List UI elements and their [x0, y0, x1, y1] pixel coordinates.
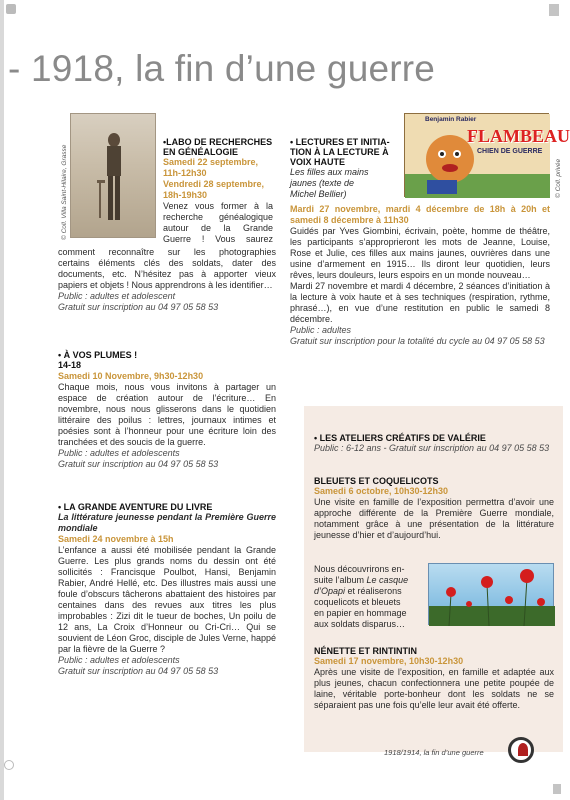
plumes-date: Samedi 10 Novembre, 9h30-12h30	[58, 371, 204, 381]
cover-title: FLAMBEAU	[467, 126, 570, 146]
bleuets-body: en papier en hommage	[314, 608, 407, 618]
aventure-section	[58, 502, 276, 677]
aventure-body: L’enfance a aussi été mobilisée pendant la Grande Guerre. Les plus grands noms du dessin ont été sollicités : Francisque Poulbot, Hansi, Benjamin Rabier, André Hellé, etc. Des illustres mais aussi une foule d’obscurs tâcherons abattaient des histoires par centaines dans des revues aux titres les plus improbables : Zizi dit le tueur de boches, Un poilu de 12 ans, La Croix d’Honneur ou Cri-Cri… Qui se souvient de Léon Groc, disciple de Jules Verne, happé par la fièvre de la Guerre ?	[58, 545, 276, 654]
lectures-section-continued	[290, 204, 550, 347]
bleuets-section-continued	[314, 564, 424, 630]
poppies-photo	[428, 563, 554, 625]
plumes-gratuit: Gratuit sur inscription au 04 97 05 58 53	[58, 459, 219, 469]
aventure-date: Samedi 24 novembre à 15h	[58, 534, 174, 544]
cover-author: Benjamin Rabier	[425, 116, 477, 123]
nenette-section	[314, 646, 554, 711]
labo-date: 18h-19h30	[163, 190, 208, 200]
album-title: Le casque	[366, 575, 409, 585]
aventure-public: Public : adultes et adolescents	[58, 655, 180, 665]
labo-section-continued	[58, 247, 276, 313]
lectures-title: • LECTURES ET INITIA-	[290, 137, 390, 147]
bleuets-body: aux soldats disparus…	[314, 619, 406, 629]
photo-credit: © Coll. Villa Saint-Hilaire, Grasse	[61, 144, 68, 240]
labo-body: documents, etc. N’hésitez pas à apporter vieux	[58, 269, 276, 279]
labo-title: •LABO DE RECHERCHES	[163, 137, 273, 147]
corner-mark	[4, 760, 14, 770]
nenette-date: Samedi 17 novembre, 10h30-12h30	[314, 656, 464, 666]
album-title: d’Opapi	[314, 586, 346, 596]
labo-gratuit: Gratuit sur inscription au 04 97 05 58 53	[58, 302, 219, 312]
exhibition-logo-icon	[508, 737, 534, 763]
bleuets-title: BLEUETS ET COQUELICOTS	[314, 476, 439, 486]
bleuets-body: coquelicots et bleuets	[314, 597, 401, 607]
lectures-body: Mardi 27 novembre et mardi 4 décembre, 2 séances d’initiation à la lecture à voix haute et à ses techniques (respiration, rythme, phrasé…), en vue d’une restitution en public le samedi 8 décembre.	[290, 281, 550, 324]
soldier-photo	[70, 113, 156, 238]
lectures-subtitle: jaunes (texte de	[290, 178, 355, 188]
bleuets-body: et réaliserons	[347, 586, 402, 596]
labo-body: Guerre ! Vous saurez	[163, 234, 273, 244]
soldier-figure-icon	[99, 130, 129, 225]
ateliers-title: • LES ATELIERS CRÉATIFS DE VALÉRIE	[314, 433, 486, 443]
page-title: - 1918, la fin d’une guerre	[8, 48, 436, 89]
ateliers-section	[314, 433, 554, 454]
footer-text: 1918/1914, la fin d’une guerre	[384, 748, 484, 757]
lectures-public: Public : adultes	[290, 325, 352, 335]
plumes-title: • À VOS PLUMES !	[58, 350, 138, 360]
labo-body: Venez vous former à la	[163, 201, 273, 211]
corner-mark	[6, 4, 16, 14]
plumes-title: 14-18	[58, 360, 82, 370]
lectures-body: Guidés par Yves Giombini, écrivain, poète, homme de théâtre, les participants s’approprieront les mots de Jeanne, Louise, Rose et Julie, ces filles aux mains jaunes, ouvrières dans une usine d’armement en 1915… Ils diront leur quotidien, leurs rêves, leurs douleurs, leurs espoirs en un monde nouveau…	[290, 226, 550, 280]
bleuets-body: Nous découvrirons en-	[314, 564, 405, 574]
photo-credit: © Coll. privée	[555, 158, 562, 198]
plumes-section	[58, 350, 276, 470]
labo-date: Vendredi 28 septembre,	[163, 179, 265, 189]
corner-mark	[549, 4, 559, 16]
lectures-subtitle: Michel Bellier)	[290, 189, 347, 199]
aventure-subtitle: La littérature jeunesse pendant la Première Guerre mondiale	[58, 512, 276, 533]
lectures-section	[290, 137, 400, 200]
aventure-title: • LA GRANDE AVENTURE DU LIVRE	[58, 502, 213, 512]
labo-section	[163, 137, 273, 245]
lectures-date: Mardi 27 novembre, mardi 4 décembre de 18h à 20h et samedi 8 décembre à 11h30	[290, 204, 550, 225]
nenette-body: Après une visite de l’exposition, en famille et adaptée aux plus jeunes, chacun confectionnera une petite poupée de laine, véritable porte-bonheur dont les soldats ne se séparaient pas une fois qu’elle leur avait été offerte.	[314, 667, 554, 710]
lectures-title: TION À LA LECTURE À	[290, 147, 389, 157]
labo-date: Samedi 22 septembre,	[163, 157, 259, 167]
labo-date: 11h-12h30	[163, 168, 207, 178]
page-edge	[0, 0, 4, 800]
labo-body: certains éléments clés des soldats, dater des	[58, 258, 276, 268]
plumes-public: Public : adultes et adolescents	[58, 448, 180, 458]
nenette-title: NÉNETTE ET RINTINTIN	[314, 646, 417, 656]
plumes-body: Chaque mois, nous vous invitons à partager un espace de création autour de l’écriture… En novembre, nous nous glisserons dans le quotidien littéraire des poilus : lettres, journaux intimes et poésies sont à l’honneur pour une écriture loin des tranchées et des soucis de la guerre.	[58, 382, 276, 447]
lectures-subtitle: Les filles aux mains	[290, 167, 369, 177]
bleuets-body: suite l’album	[314, 575, 365, 585]
bleuets-section	[314, 476, 554, 541]
poppies-illustration-icon	[429, 564, 555, 626]
labo-title: EN GÉNÉALOGIE	[163, 147, 239, 157]
labo-public: Public : adultes et adolescent	[58, 291, 176, 301]
labo-body: recherche généalogique	[163, 212, 273, 222]
ateliers-public: Public : 6-12 ans - Gratuit sur inscription au 04 97 05 58 53	[314, 443, 550, 453]
corner-mark	[553, 784, 561, 794]
lectures-gratuit: Gratuit sur inscription pour la totalité du cycle au 04 97 05 58 53	[290, 336, 545, 346]
bleuets-date: Samedi 6 octobre, 10h30-12h30	[314, 486, 449, 496]
lectures-title: VOIX HAUTE	[290, 157, 346, 167]
aventure-gratuit: Gratuit sur inscription au 04 97 05 58 53	[58, 666, 219, 676]
labo-body: autour de la Grande	[163, 223, 273, 233]
cover-subtitle: CHIEN DE GUERRE	[477, 148, 543, 155]
bleuets-body: Une visite en famille de l’exposition permettra d’avoir une approche différente de la Première Guerre mondiale, notamment grâce à une présentation de la littérature jeunesse d’hier et d’aujourd’hui.	[314, 497, 554, 540]
labo-body: comment reconnaître sur les photographies	[58, 247, 276, 257]
labo-body: papiers et objets ! Nous apprendrons à les identifier…	[58, 280, 273, 290]
